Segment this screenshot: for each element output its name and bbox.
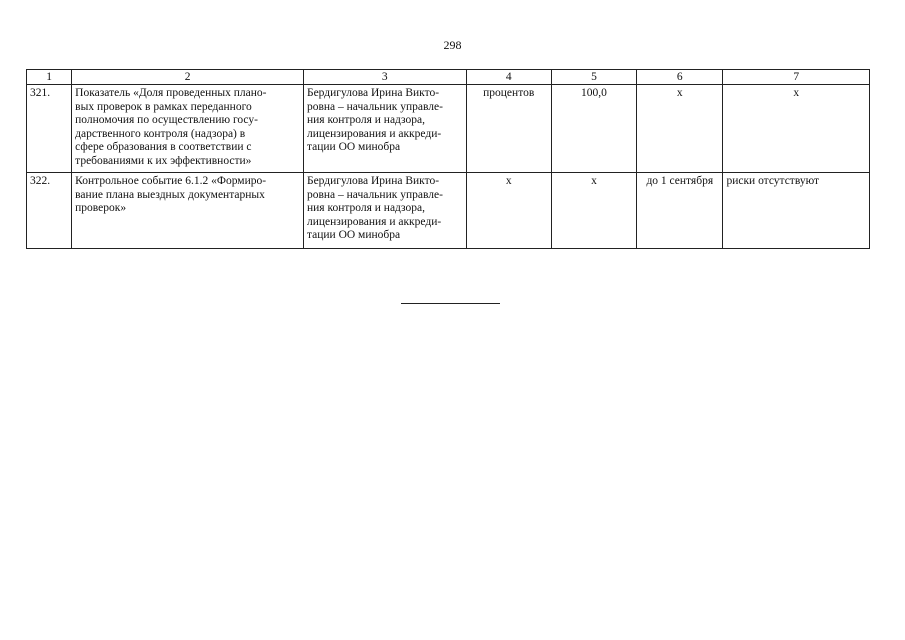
column-header: 6	[637, 70, 723, 85]
name-line: дарственного контроля (надзора) в	[75, 127, 246, 140]
row-unit: х	[466, 173, 551, 249]
row-risks: риски отсутствуют	[723, 173, 870, 249]
responsible-line: ния контроля и надзора,	[306, 114, 426, 126]
name-line: Показатель «Доля проведенных плано-	[75, 87, 267, 99]
row-unit: процентов	[466, 85, 551, 173]
name-line: сфере образования в соответствии с	[75, 141, 252, 153]
row-value: 100,0	[551, 85, 636, 173]
row-responsible	[303, 173, 466, 249]
column-header: 2	[72, 70, 304, 85]
table-row	[27, 173, 870, 249]
responsible-line: тации ОО минобра	[306, 141, 401, 153]
responsible-line: ровна – начальник управле-	[306, 100, 443, 113]
row-deadline: х	[637, 85, 723, 173]
name-line: требованиями к их эффективности»	[75, 154, 252, 167]
responsible-line: тации ОО минобра	[306, 229, 401, 241]
column-header: 3	[303, 70, 466, 85]
row-number: 321.	[27, 85, 72, 173]
row-responsible	[303, 85, 466, 173]
responsible-line: Бердигулова Ирина Викто-	[306, 87, 440, 99]
name-line: Контрольное событие 6.1.2 «Формиро-	[75, 175, 267, 187]
plan-table	[26, 69, 870, 249]
responsible-line: лицензирования и аккреди-	[306, 215, 442, 228]
row-name	[72, 173, 304, 249]
end-of-table-rule	[401, 303, 500, 304]
row-name	[72, 85, 304, 173]
responsible-line: ния контроля и надзора,	[306, 202, 426, 214]
responsible-line: лицензирования и аккреди-	[306, 127, 442, 140]
row-deadline: до 1 сентября	[637, 173, 723, 249]
column-header: 7	[723, 70, 870, 85]
table-row	[27, 85, 870, 173]
column-header: 4	[466, 70, 551, 85]
row-risks: х	[723, 85, 870, 173]
table-header-row	[27, 70, 870, 85]
name-line: вых проверок в рамках переданного	[75, 100, 252, 113]
row-number: 322.	[27, 173, 72, 249]
name-line: проверок»	[75, 202, 127, 214]
column-header: 5	[551, 70, 636, 85]
responsible-line: Бердигулова Ирина Викто-	[306, 175, 440, 187]
responsible-line: ровна – начальник управле-	[306, 188, 443, 201]
row-value: х	[551, 173, 636, 249]
page-number: 298	[443, 38, 462, 52]
column-header: 1	[27, 70, 72, 85]
name-line: полномочия по осуществлению госу-	[75, 114, 258, 126]
name-line: вание плана выездных документарных	[75, 188, 265, 201]
